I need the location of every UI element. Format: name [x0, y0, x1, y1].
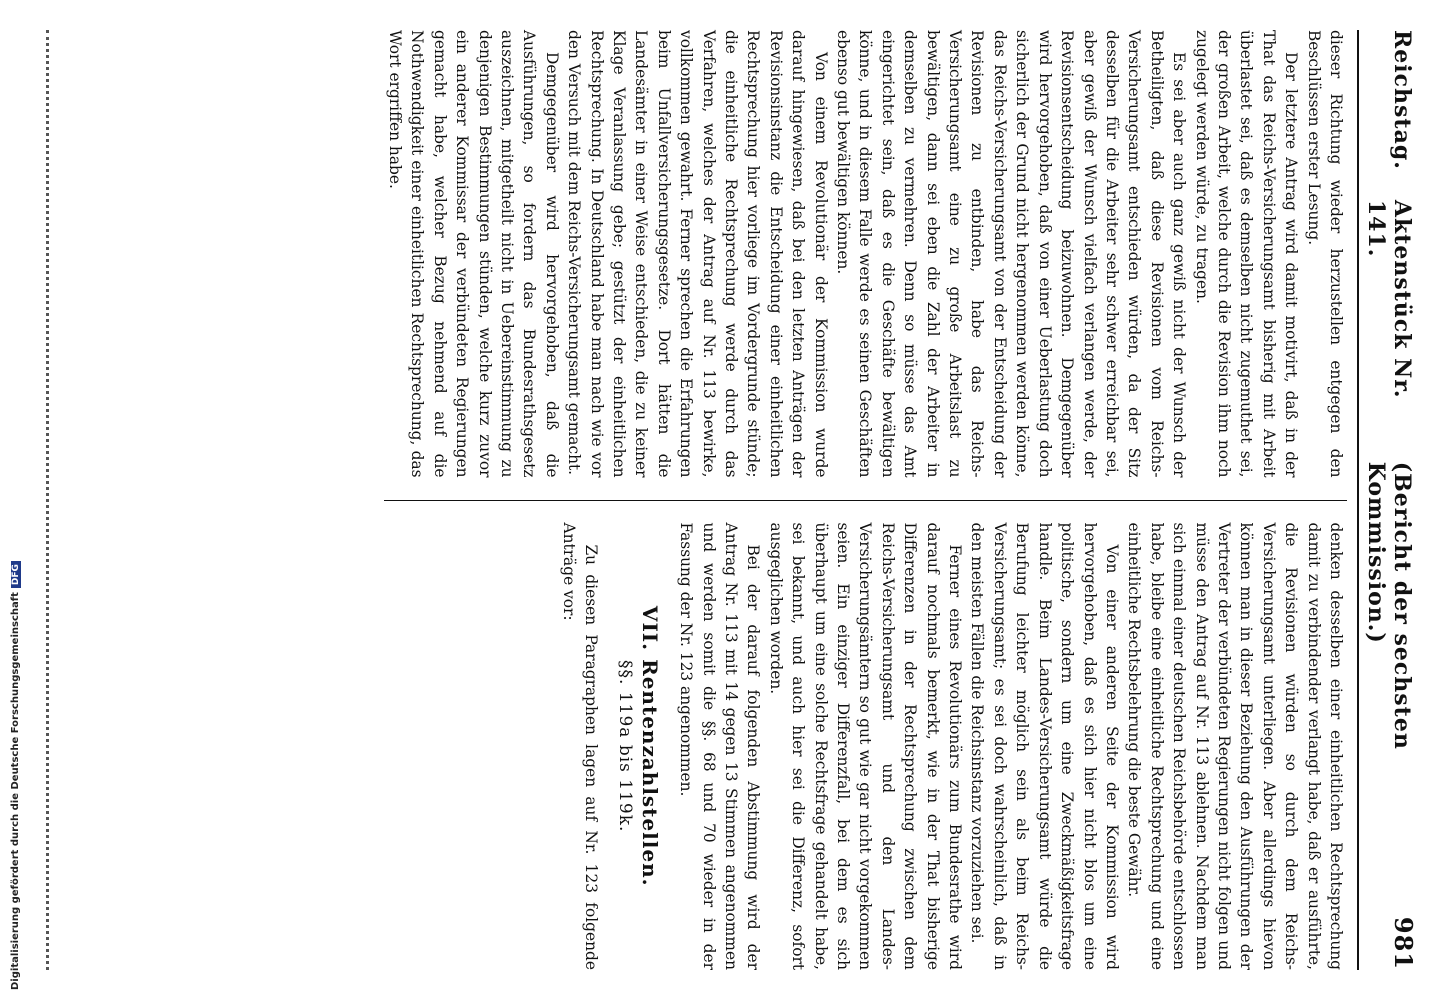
- credit-text: [10, 561, 21, 990]
- running-head: [1357, 30, 1418, 970]
- section-text: Zu diesen Paragraphen lagen auf Nr. 123 folgende Anträge vor:: [559, 522, 600, 971]
- left-paragraph: Demgegenüber wird hervorgehoben, daß die Ausführungen, so fordern das Bundesrathsgesetz auszeichnen, mitgetheilt nicht in Uebereinstimmung zu denjenigen Bestimmungen stünden, welche kurz zuvor ein anderer Kommissar der verbündeten Regierungen gemacht habe, welcher Bezug nehmend auf die Nothwendigkeit einer einheitlichen Rechtsprechung, das Wort ergriffen habe.: [385, 30, 561, 478]
- left-paragraph: Es sei aber auch ganz gewiß nicht der Wunsch der Betheiligten, daß diese Revisionen vom Reichs-Versicherungsamt entschieden würden, da der Sitz desselben für die Arbeiter sehr schwer erreichbar sei, aber gewiß der Wunsch vielfach verlangen werde, der Revisionsentscheidung beizuwohnen. Demgegenüber wird hervorgehoben, daß von einer Ueberlastung doch sicherlich der Grund nicht hergenommen werden könne, das Reichs-Versicherungsamt von der Entscheidung der Revisionen zu entbinden, habe das Reichs-Versicherungsamt eine zu große Arbeitslast zu bewältigen, dann sei eben die Zahl der Arbeiter in demselben zu vermehren. Denn so müsse das Amt eingerichtet sein, daß es die Geschäfte bewältigen könne, und in diesem Falle werde es seinen Geschäften ebenso gut bewältigen können.: [834, 30, 1189, 478]
- right-paragraph: denken desselben einer einheitlichen Rechtsprechung damit zu verbindender verlangt habe, daß er ausführte, die Revisionen würden so durch dem Reichs-Versicherungsamt unterliegen. Aber allerdings hievon können man in dieser Beziehung den Ausführungen der Vertreter der verbündeten Regierungen nicht folgen und müsse den Antrag auf Nr. 113 ablehnen. Nachdem man sich einmal einer deutschen Reichsbehörde entschlossen habe, bleibe eine einheitliche Rechtsprechung und eine einheitliche Rechtsbelehrung die beste Gewähr.: [1125, 522, 1345, 971]
- left-paragraph: dieser Richtung wieder herzustellen entgegen den Beschlüssen erster Lesung.: [1304, 30, 1345, 478]
- header-left: Reichstag.: [1389, 30, 1415, 170]
- text-columns: [384, 30, 1347, 970]
- credit-strip: [0, 0, 21, 1000]
- left-column: [384, 30, 1347, 478]
- left-paragraph: Von einem Revolutionär der Kommission wurde darauf hingewiesen, daß bei den letzten Anträgen der Revisionsinstanz die Entscheidung einer einheitlichen Rechtsprechung hier vorliege im Vordergrunde stünde; die einheitliche Rechtsprechung werde durch das Verfahren, welches der Antrag auf Nr. 113 bewirke, vollkommen gewahrt. Ferner sprechen die Erfahrungen beim Unfallversicherungsgesetze. Dort hätten die Landesämter in einer Weise entschieden, die zu keiner Klage Veranlassung gebe; gestützt der einheitlichen Rechtsprechung. In Deutschland habe man nach wie vor den Versuch mit dem Reichs-Versicherungsamt gemacht.: [565, 30, 830, 478]
- right-paragraph: Von einer anderen Seite der Kommission wird hervorgehoben, daß es sich hier nicht blos um eine politische, sondern um eine Zweckmäßigkeitsfrage handle. Beim Landes-Versicherungsamt würde die Berufung leichter möglich sein als beim Reichs-Versicherungsamt; es sei doch wahrscheinlich, daß in den meisten Fällen die Reichsinstanz vorzuziehen sei.: [968, 522, 1121, 971]
- left-paragraph: Der letztere Antrag wird damit motivirt, daß in der That das Reichs-Versicherungsamt bisherig mit Arbeit überlastet sei, daß es demselben nicht zugemuthet sei, der großen Arbeit, welche durch die Revision ihm noch zugelegt werden würde, zu tragen.: [1192, 30, 1301, 478]
- dfg-logo: DFG: [11, 561, 21, 588]
- column-divider: [384, 500, 1347, 501]
- scanned-page: [42, 0, 1432, 1000]
- header-right: (Bericht der sechsten Kommission.): [1363, 461, 1415, 750]
- scanned-page-wrapper: [28, 0, 1432, 1000]
- section-heading: VII. Rentenzahlstellen.: [637, 605, 662, 887]
- right-column: [384, 522, 1347, 970]
- page-number: 981: [1389, 916, 1418, 970]
- scan-edge: [46, 30, 49, 970]
- right-paragraph: Bei der darauf folgenden Abstimmung wird der Antrag Nr. 113 mit 14 gegen 13 Stimmen angenommen und werden somit die §§. 68 und 70 wieder in der Fassung der Nr. 123 angenommen.: [677, 522, 763, 971]
- right-paragraph: Ferner eines Revolutionärs zum Bundesrathe wird darauf nochmals bemerkt, wie in der That bisherige Differenzen in der Rechtsprechung zwischen dem Reichs-Versicherungsamt und den Landes-Versicherungsämtern so gut wie gar nicht vorgekommen seien. Ein einziger Differenzfall, bei dem es sich überhaupt um eine solche Rechtsfrage gehandelt habe, sei bekannt, und auch hier sei die Differenz, sofort ausgeglichen worden.: [766, 522, 965, 971]
- section-subheading: §§. 119a bis 119k.: [615, 660, 636, 833]
- credit-label: Digitalisierung gefördert durch die Deutsche Forschungsgemeinschaft: [10, 592, 21, 990]
- running-head-titles: [1363, 30, 1415, 881]
- header-center: Aktenstück Nr. 141.: [1363, 199, 1415, 399]
